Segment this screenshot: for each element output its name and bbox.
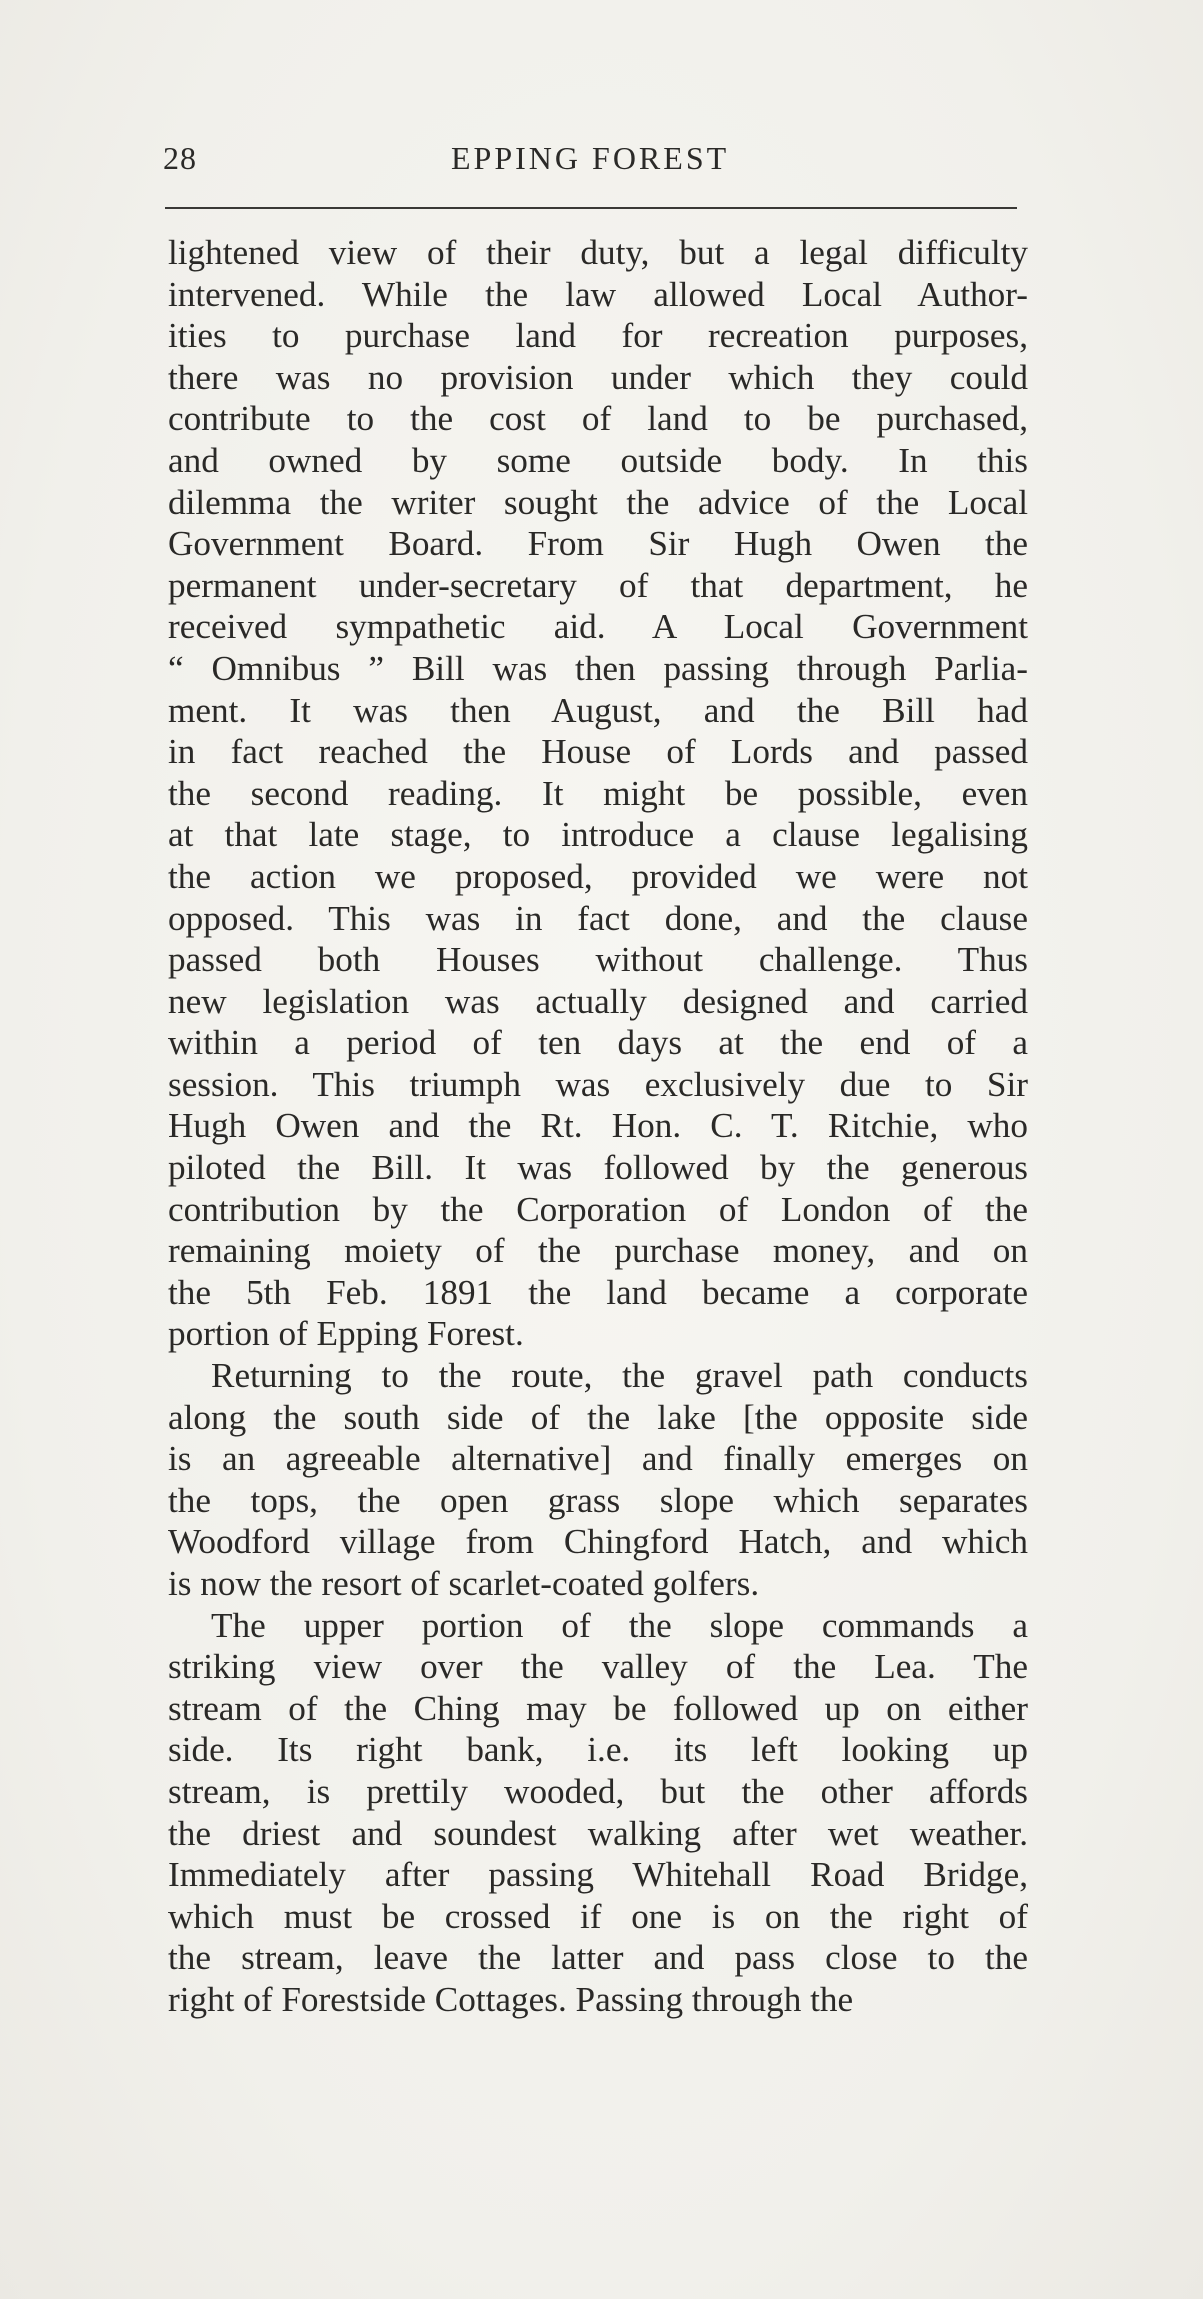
text-line: along the south side of the lake [the opposite side (168, 1397, 1028, 1437)
text-line: intervened. While the law allowed Local Author- (168, 274, 1028, 314)
text-line: the stream, leave the latter and pass close to the (168, 1938, 1028, 1978)
text-line: The upper portion of the slope commands a (211, 1605, 1028, 1645)
text-line: Immediately after passing Whitehall Road Bridge, (168, 1855, 1028, 1895)
text-line: passed both Houses without challenge. Thus (168, 940, 1028, 980)
text-line: opposed. This was in fact done, and the clause (168, 898, 1028, 938)
text-line: the tops, the open grass slope which separates (168, 1480, 1028, 1520)
text-line: Woodford village from Chingford Hatch, and which (168, 1522, 1028, 1562)
text-line: striking view over the valley of the Lea. The (168, 1647, 1028, 1687)
text-line: Returning to the route, the gravel path conducts (211, 1356, 1028, 1396)
text-line: piloted the Bill. It was followed by the generous (168, 1148, 1028, 1188)
text-line: contribute to the cost of land to be purchased, (168, 399, 1028, 439)
paragraph (168, 1605, 1028, 2021)
text-line: right of Forestside Cottages. Passing through the (168, 1979, 854, 2019)
text-line: at that late stage, to introduce a clause legalising (168, 815, 1028, 855)
text-line: is now the resort of scarlet-coated golfers. (168, 1564, 760, 1603)
running-head: EPPING FOREST (451, 140, 730, 176)
text-line: new legislation was actually designed and carried (168, 981, 1028, 1021)
text-line: remaining moiety of the purchase money, and on (168, 1231, 1028, 1271)
text-line: lightened view of their duty, but a legal difficulty (168, 233, 1028, 272)
text-line: the 5th Feb. 1891 the land became a corporate (168, 1272, 1028, 1312)
text-line: session. This triumph was exclusively due to Sir (168, 1064, 1028, 1104)
text-line: stream of the Ching may be followed up on either (168, 1688, 1028, 1728)
text-line: and owned by some outside body. In this (168, 440, 1028, 480)
text-line: Government Board. From Sir Hugh Owen the (168, 524, 1028, 564)
text-line: ment. It was then August, and the Bill had (168, 690, 1028, 730)
text-line: “ Omnibus ” Bill was then passing through Parlia- (168, 648, 1028, 688)
header-rule (165, 207, 1017, 209)
body-text (168, 232, 1028, 2021)
text-line: there was no provision under which they could (168, 357, 1028, 397)
text-line: side. Its right bank, i.e. its left looking up (168, 1730, 1028, 1770)
text-line: which must be crossed if one is on the right of (168, 1896, 1028, 1936)
text-line: ities to purchase land for recreation purposes, (168, 316, 1028, 356)
text-line: portion of Epping Forest. (168, 1314, 524, 1354)
text-line: Hugh Owen and the Rt. Hon. C. T. Ritchie, who (168, 1106, 1028, 1146)
text-line: received sympathetic aid. A Local Government (168, 607, 1028, 647)
text-line: the action we proposed, provided we were not (168, 856, 1028, 896)
text-line: dilemma the writer sought the advice of the Local (168, 482, 1028, 522)
text-line: within a period of ten days at the end of a (168, 1023, 1028, 1063)
page-number: 28 (163, 140, 197, 176)
text-line: stream, is prettily wooded, but the other affords (168, 1771, 1028, 1811)
text-line: the second reading. It might be possible, even (168, 773, 1028, 813)
paragraph (168, 232, 1028, 1355)
text-line: in fact reached the House of Lords and passed (168, 732, 1028, 772)
text-line: permanent under-secretary of that department, he (168, 565, 1028, 605)
text-line: contribution by the Corporation of London of the (168, 1189, 1028, 1229)
page-header (163, 140, 1023, 186)
text-line: the driest and soundest walking after wet weather. (168, 1813, 1028, 1853)
paragraph (168, 1355, 1028, 1605)
text-line: is an agreeable alternative] and finally emerges on (168, 1439, 1028, 1479)
